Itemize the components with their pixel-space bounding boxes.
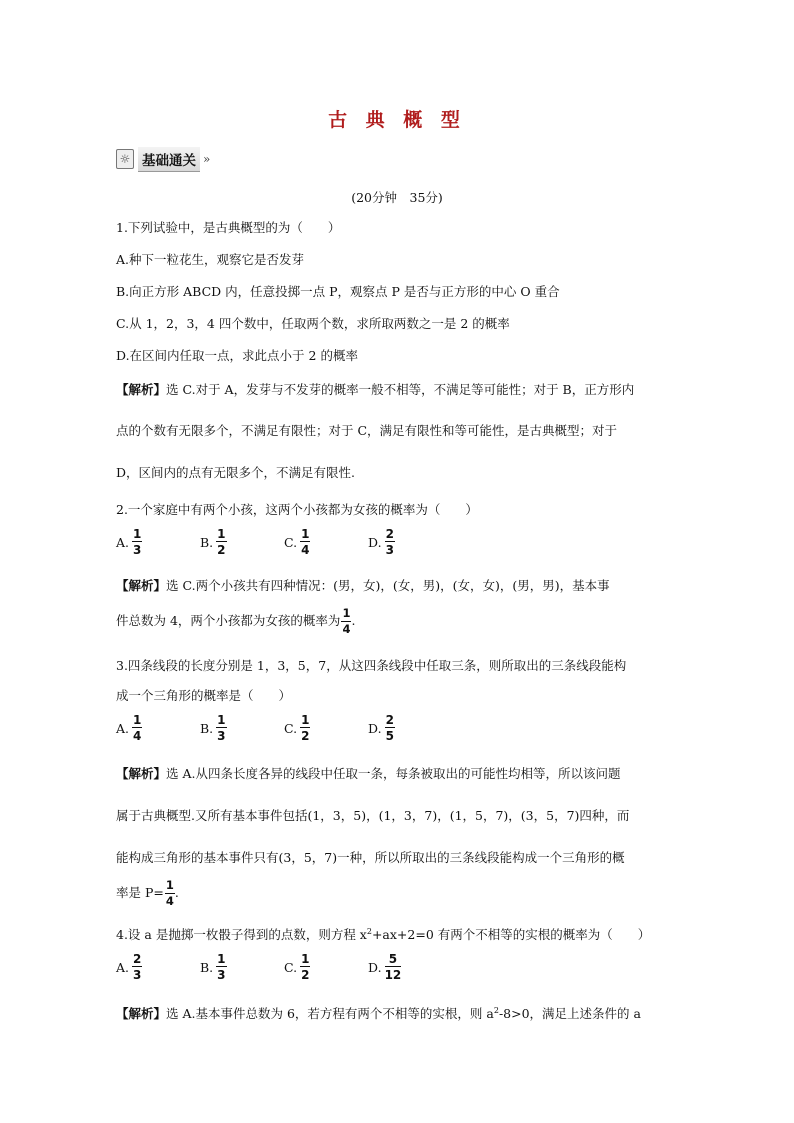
q2-answer-fraction: $\frac{1}{4}$	[342, 606, 351, 636]
q1-analysis-text: 选 C.对于 A，发芽与不发芽的概率一般不相等，不满足等可能性；对于 B，正方形内	[166, 382, 635, 397]
q2-stem: 2.一个家庭中有两个小孩，这两个小孩都为女孩的概率为（ ）	[116, 502, 478, 517]
q4-stem: 4.设 a 是抛掷一枚骰子得到的点数，则方程 $x^2+ax+2=0$ 有两个不相等的实根的概率为（ ）	[116, 926, 651, 942]
q3-analysis-line3: 能构成三角形的基本事件只有(3，5，7)一种，所以所取出的三条线段能构成一个三角形的概	[116, 850, 625, 865]
q1-option-c: C.从 1，2，3，4 四个数中，任取两个数，求所取两数之一是 2 的概率	[116, 316, 510, 331]
q1-option-a: A.种下一粒花生，观察它是否发芽	[116, 252, 305, 267]
analysis-tag: 【解析】	[116, 382, 167, 397]
section-header	[116, 148, 210, 170]
q3-answer-fraction: $\frac{1}{4}$	[165, 878, 174, 908]
q3-option-a: A. $\frac{1}{4}$	[116, 713, 142, 743]
q3-analysis-text: 选 A.从四条长度各异的线段中任取一条，每条被取出的可能性均相等，所以该问题	[166, 766, 621, 781]
q2-analysis-line2: 件总数为 4，两个小孩都为女孩的概率为 $\frac{1}{4}$ .	[116, 606, 356, 636]
q1-option-b: B.向正方形 ABCD 内，任意投掷一点 P，观察点 P 是否与正方形的中心 O 重合	[116, 284, 560, 299]
q1-analysis-line	[116, 380, 634, 398]
analysis-tag: 【解析】	[116, 578, 167, 593]
q4-option-d: D. $\frac{5}{12}$	[368, 952, 402, 982]
double-arrow-icon: »	[203, 152, 211, 166]
q4-option-a: A. $\frac{2}{3}$	[116, 952, 142, 982]
q4-analysis-line: 【解析】选 A.基本事件总数为 6，若方程有两个不相等的实根，则 $a^2-8>0$，满足上述条件的 a	[116, 1005, 641, 1021]
q4-options	[116, 953, 452, 981]
q2-option-c: C. $\frac{1}{4}$	[284, 527, 310, 557]
lightbulb-icon: ☼	[116, 149, 134, 169]
time-score-note: (20分钟 35分)	[351, 190, 443, 205]
q2-option-a: A. $\frac{1}{3}$	[116, 527, 142, 557]
page-title: 古 典 概 型	[328, 109, 466, 131]
q3-analysis-line4: 率是 P= $\frac{1}{4}$ .	[116, 878, 179, 908]
analysis-tag: 【解析】	[116, 1006, 167, 1021]
analysis-tag: 【解析】	[116, 766, 167, 781]
q3-analysis-line	[116, 764, 621, 782]
q2-analysis-text: 选 C.两个小孩共有四种情况：(男，女)，(女，男)，(女，女)，(男，男)，基本事	[166, 578, 610, 593]
q4-option-b: B. $\frac{1}{3}$	[200, 952, 226, 982]
section-label: 基础通关	[138, 147, 200, 172]
q2-options	[116, 528, 452, 556]
q3-option-b: B. $\frac{1}{3}$	[200, 713, 226, 743]
q3-stem-line2: 成一个三角形的概率是（ ）	[116, 688, 292, 703]
q1-analysis-line3: D，区间内的点有无限多个，不满足有限性.	[116, 465, 355, 480]
q4-option-c: C. $\frac{1}{2}$	[284, 952, 310, 982]
q1-analysis-line2: 点的个数有无限多个，不满足有限性；对于 C，满足有限性和等可能性，是古典概型；对于	[116, 423, 618, 438]
q3-analysis-line2: 属于古典概型.又所有基本事件包括(1，3，5)，(1，3，7)，(1，5，7)，(3，5，7)四种，而	[116, 808, 630, 823]
q3-stem: 3.四条线段的长度分别是 1，3，5，7，从这四条线段中任取三条，则所取出的三条线段能构	[116, 658, 627, 673]
q2-option-d: D. $\frac{2}{3}$	[368, 527, 394, 557]
q2-option-b: B. $\frac{1}{2}$	[200, 527, 226, 557]
q1-option-d: D.在区间内任取一点，求此点小于 2 的概率	[116, 348, 358, 363]
q3-option-d: D. $\frac{2}{5}$	[368, 713, 394, 743]
q3-option-c: C. $\frac{1}{2}$	[284, 713, 310, 743]
q1-stem: 1.下列试验中，是古典概型的为（ ）	[116, 220, 341, 235]
q3-options	[116, 714, 452, 742]
q2-analysis-line	[116, 576, 610, 594]
